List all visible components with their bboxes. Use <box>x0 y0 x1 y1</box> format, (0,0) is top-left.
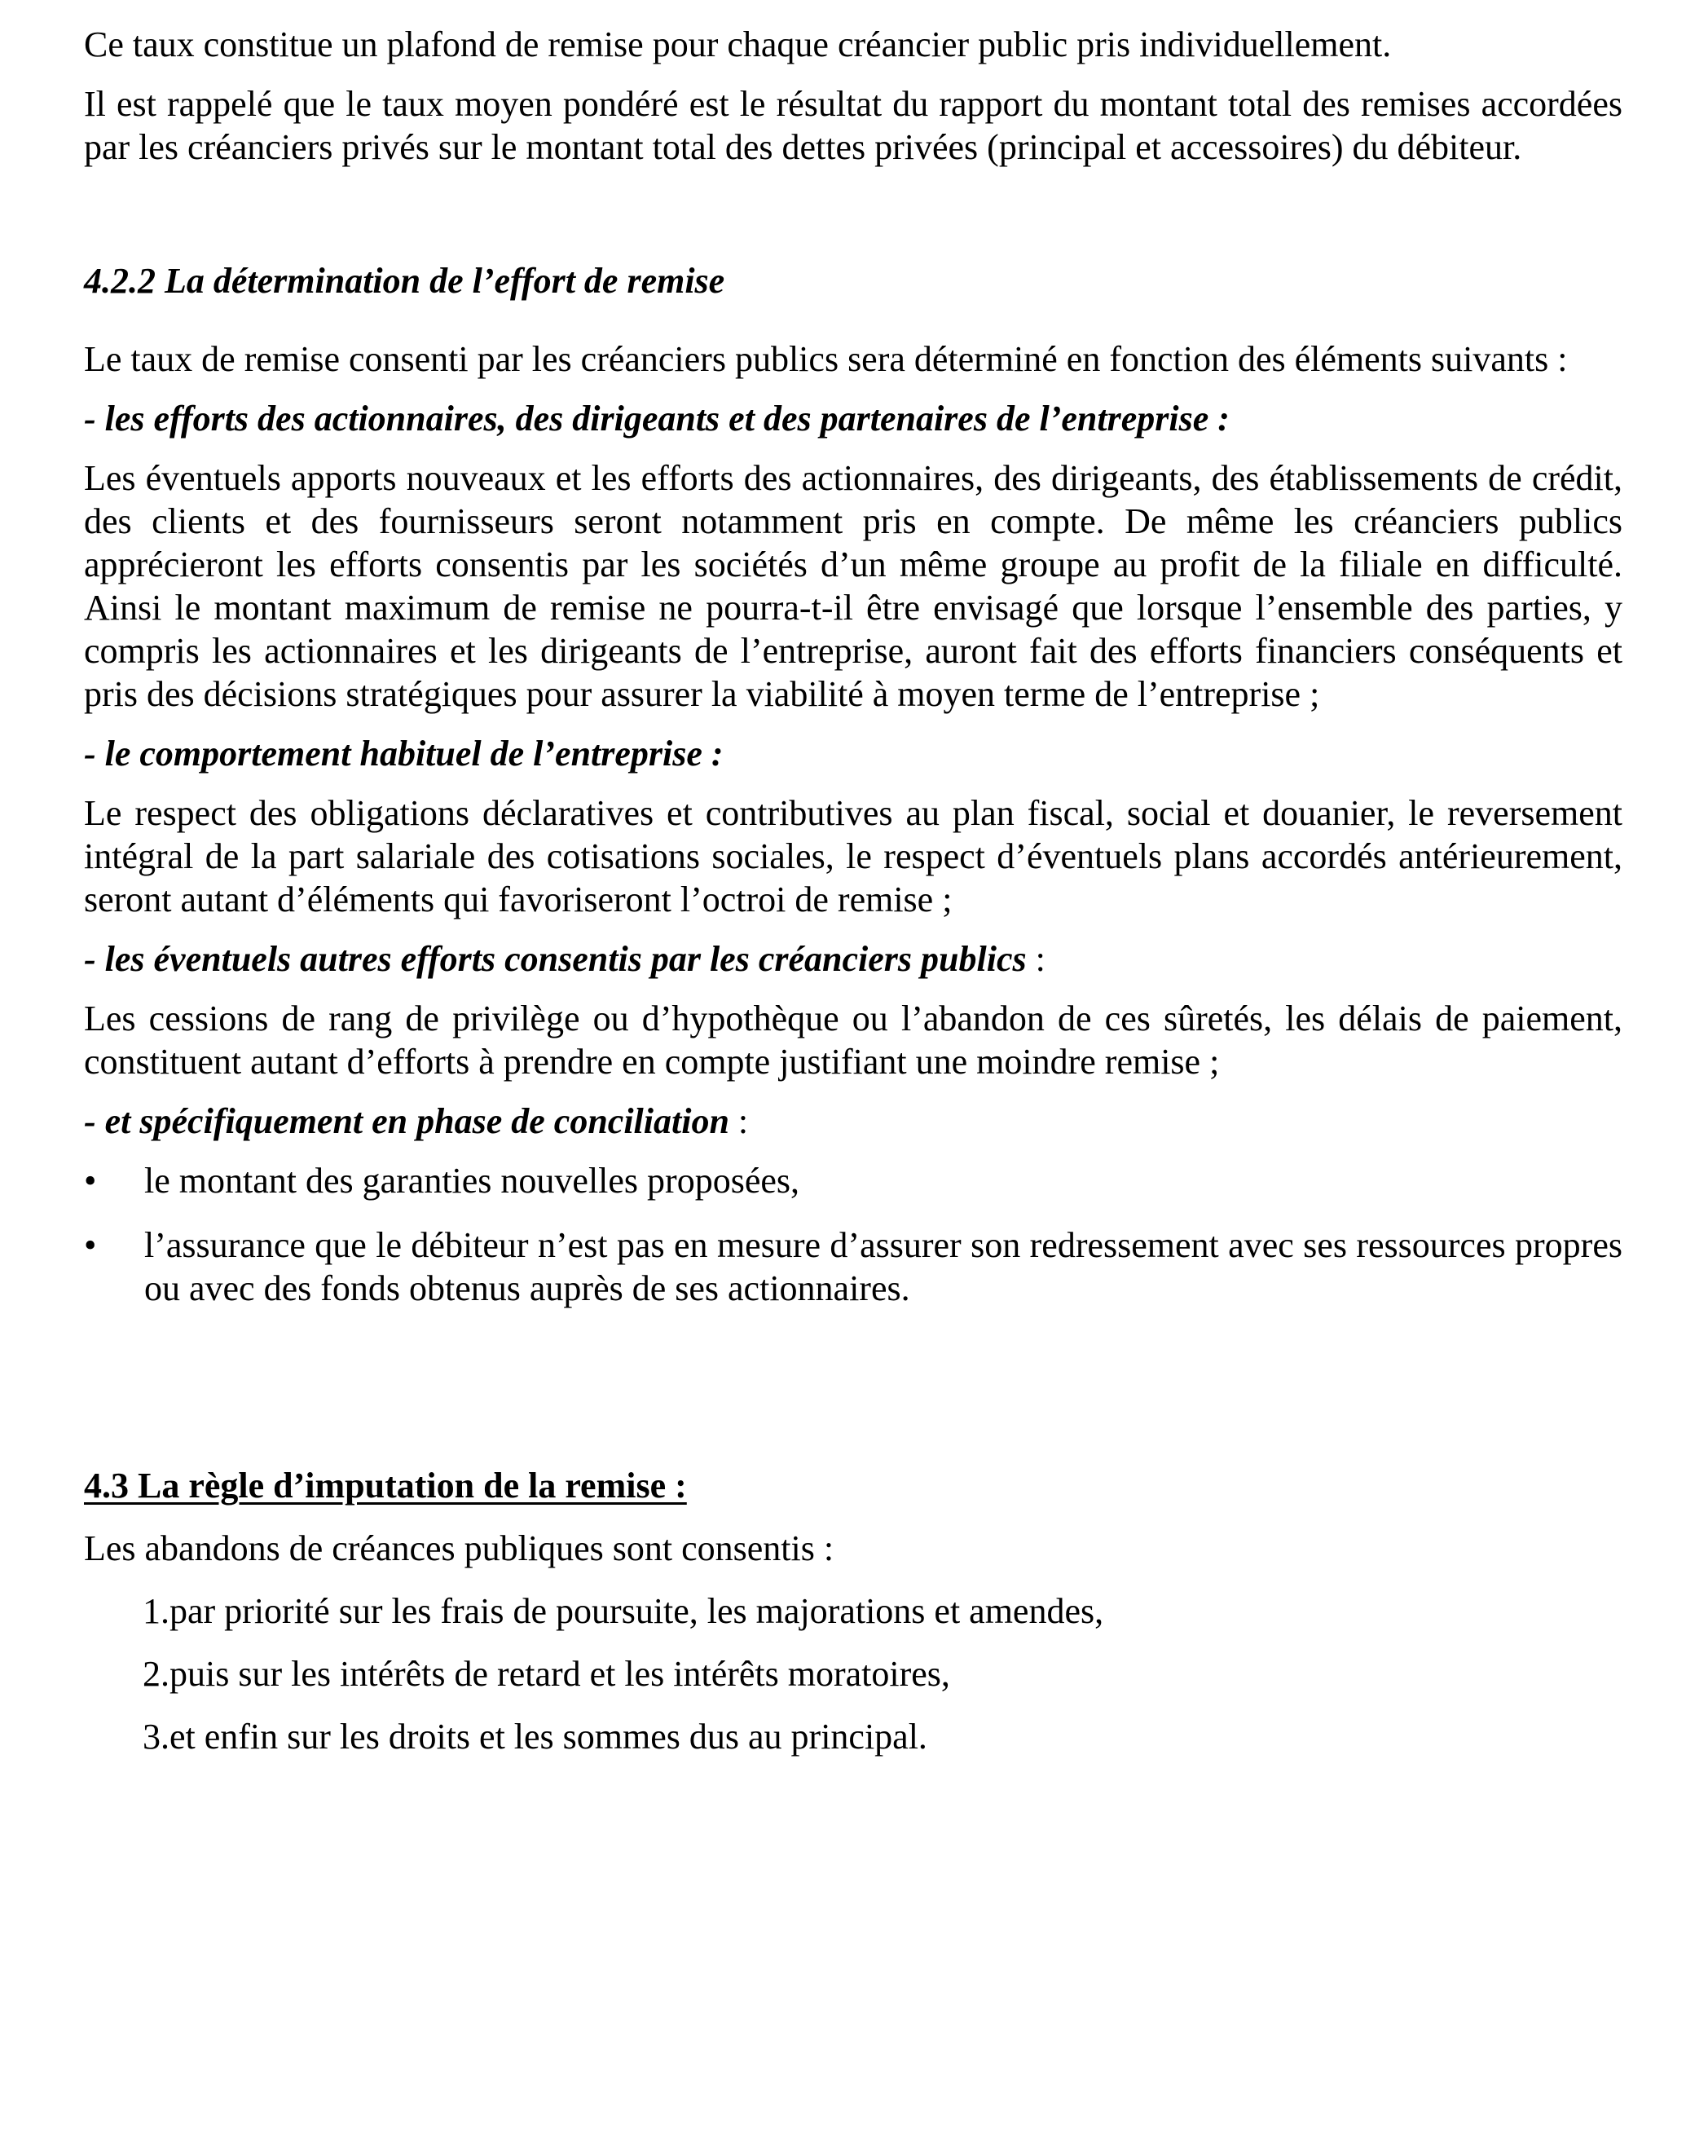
item-heading-autres-efforts-colon: : <box>1026 939 1045 979</box>
numbered-list-item <box>143 1652 1622 1695</box>
item-heading-autres-efforts <box>84 937 1622 981</box>
item-body-autres-efforts: Les cessions de rang de privilège ou d’hypothèque ou l’abandon de ces sûretés, les délais de paiement, constituent autant d’efforts à prendre en compte justifiant une moindre remise ; <box>84 999 1622 1082</box>
section-heading-4-3: 4.3 La règle d’imputation de la remise : <box>84 1466 687 1506</box>
document-page <box>84 23 1622 1758</box>
list-number: 2. <box>143 1654 169 1694</box>
bullet-icon: • <box>84 1161 97 1201</box>
list-item-text: puis sur les intérêts de retard et les intérêts moratoires, <box>169 1654 950 1694</box>
bullet-item <box>84 1159 1622 1202</box>
paragraph-plafond: Ce taux constitue un plafond de remise pour chaque créancier public pris individuellement. <box>84 24 1392 64</box>
item-heading-efforts: - les efforts des actionnaires, des dirigeants et des partenaires de l’entreprise : <box>84 399 1230 439</box>
item-body-efforts: Les éventuels apports nouveaux et les efforts des actionnaires, des dirigeants, des établissements de crédit, des clients et des fournisseurs seront notamment pris en compte. De même les créanciers publics apprécieront les efforts consentis par les sociétés d’un même groupe au profit de la filiale en difficulté. Ainsi le montant maximum de remise ne pourra-t-il être envisagé que lorsque l’ensemble des parties, y compris les actionnaires et les dirigeants de l’entreprise, auront fait des efforts financiers conséquents et pris des décisions stratégiques pour assurer la viabilité à moyen terme de l’entreprise ; <box>84 458 1622 714</box>
list-item-text: et enfin sur les droits et les sommes dus au principal. <box>169 1717 927 1757</box>
bullet-icon: • <box>84 1225 97 1265</box>
section-4-3-intro: Les abandons de créances publiques sont consentis : <box>84 1528 834 1568</box>
numbered-list-item <box>143 1715 1622 1758</box>
item-body-comportement: Le respect des obligations déclaratives et contributives au plan fiscal, social et douanier, le reversement intégral de la part salariale des cotisations sociales, le respect d’éventuels plans accordés antérieurement, seront autant d’éléments qui favoriseront l’octroi de remise ; <box>84 793 1622 919</box>
numbered-list-item <box>143 1589 1622 1633</box>
item-heading-conciliation-text: - et spécifiquement en phase de conciliation <box>84 1101 729 1141</box>
item-heading-autres-efforts-text: - les éventuels autres efforts consentis par les créanciers publics <box>84 939 1027 979</box>
bullet-text: le montant des garanties nouvelles proposées, <box>144 1161 800 1201</box>
item-heading-conciliation-colon: : <box>729 1101 749 1141</box>
list-item-text: par priorité sur les frais de poursuite, les majorations et amendes, <box>169 1591 1104 1631</box>
item-heading-comportement: - le comportement habituel de l’entreprise : <box>84 734 724 774</box>
item-heading-conciliation <box>84 1100 1622 1143</box>
section-intro: Le taux de remise consenti par les créanciers publics sera déterminé en fonction des éléments suivants : <box>84 339 1568 379</box>
bullet-text: l’assurance que le débiteur n’est pas en mesure d’assurer son redressement avec ses ressources propres ou avec des fonds obtenus auprès de ses actionnaires. <box>144 1225 1622 1308</box>
section-heading-4-2-2: 4.2.2 La détermination de l’effort de remise <box>84 261 725 301</box>
paragraph-taux-moyen: Il est rappelé que le taux moyen pondéré est le résultat du rapport du montant total des remises accordées par les créanciers privés sur le montant total des dettes privées (principal et accessoires) du débiteur. <box>84 84 1622 167</box>
list-number: 1. <box>143 1591 169 1631</box>
list-number: 3. <box>143 1717 169 1757</box>
bullet-item <box>84 1223 1622 1310</box>
